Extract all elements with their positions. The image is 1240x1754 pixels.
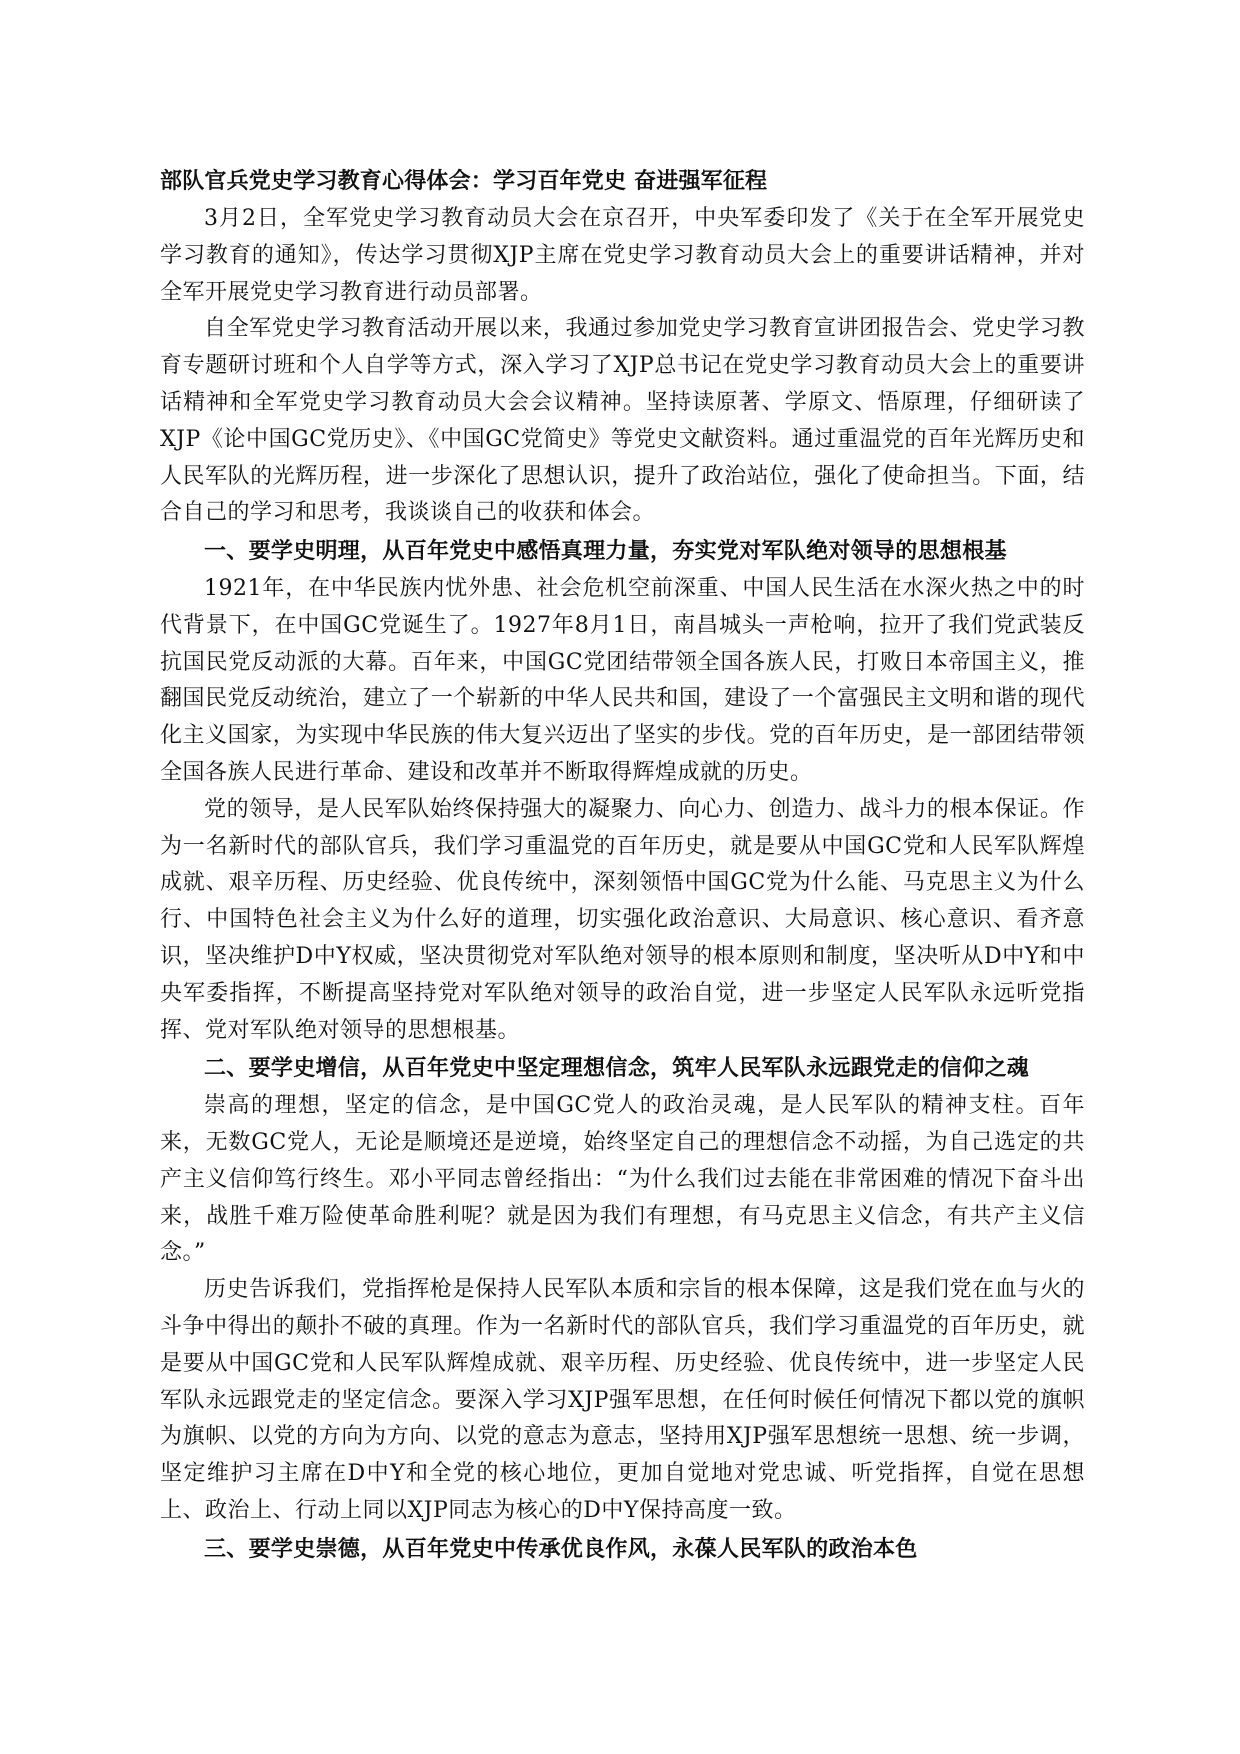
- section-2-heading: 二、要学史增信，从百年党史中坚定理想信念，筑牢人民军队永远跟党走的信仰之魂: [204, 1056, 1030, 1082]
- document-title: 部队官兵党史学习教育心得体会：学习百年党史 奋进强军征程: [160, 169, 768, 194]
- section-2-paragraph-2: 历史告诉我们，党指挥枪是保持人民军队本质和宗旨的根本保障，这是我们党在血与火的斗争中得出的颠扑不破的真理。作为一名新时代的部队官兵，我们学习重温党的百年历史，就是要从中国GC党和人民军队辉煌成就、艰辛历程、历史经验、优良传统中，进一步坚定人民军队永远跟党走的坚定信念。要深入学习XJP强军思想，在任何时候任何情况下都以党的旗帜为旗帜、以党的方向为方向、以党的意志为意志，坚持用XJP强军思想统一思想、统一步调，坚定维护习主席在D中Y和全党的核心地位，更加自觉地对党忠诚、听党指挥，自觉在思想上、政治上、行动上同以XJP同志为核心的D中Y保持高度一致。: [160, 1277, 1085, 1523]
- document-page: [160, 163, 1085, 1568]
- section-3-heading: 三、要学史崇德，从百年党史中传承优良作风，永葆人民军队的政治本色: [204, 1536, 918, 1562]
- section-1-paragraph-2: 党的领导，是人民军队始终保持强大的凝聚力、向心力、创造力、战斗力的根本保证。作为一名新时代的部队官兵，我们学习重温党的百年历史，就是要从中国GC党和人民军队辉煌成就、艰辛历程、历史经验、优良传统中，深刻领悟中国GC党为什么能、马克思主义为什么行、中国特色社会主义为什么好的道理，切实强化政治意识、大局意识、核心意识、看齐意识，坚决维护D中Y权威，坚决贯彻党对军队绝对领导的根本原则和制度，坚决听从D中Y和中央军委指挥，不断提高坚持党对军队绝对领导的政治自觉，进一步坚定人民军队永远听党指挥、党对军队绝对领导的思想根基。: [160, 796, 1085, 1043]
- section-1-paragraph-1: 1921年，在中华民族内忧外患、社会危机空前深重、中国人民生活在水深火热之中的时代背景下，在中国GC党诞生了。1927年8月1日，南昌城头一声枪响，拉开了我们党武装反抗国民党反动派的大幕。百年来，中国GC党团结带领全国各族人民，打败日本帝国主义，推翻国民党反动统治，建立了一个崭新的中华人民共和国，建设了一个富强民主文明和谐的现代化主义国家，为实现中华民族的伟大复兴迈出了坚实的步伐。党的百年历史，是一部团结带领全国各族人民进行革命、建设和改革并不断取得辉煌成就的历史。: [160, 575, 1085, 785]
- section-2-paragraph-1: 崇高的理想，坚定的信念，是中国GC党人的政治灵魂，是人民军队的精神支柱。百年来，无数GC党人，无论是顺境还是逆境，始终坚定自己的理想信念不动摇，为自己选定的共产主义信仰笃行终生。邓小平同志曾经指出：“为什么我们过去能在非常困难的情况下奋斗出来，战胜千难万险使革命胜利呢？就是因为我们有理想，有马克思主义信念，有共产主义信念。”: [160, 1093, 1085, 1266]
- section-1-heading: 一、要学史明理，从百年党史中感悟真理力量，夯实党对军队绝对领导的思想根基: [204, 539, 1007, 565]
- intro-paragraph-1: 3月2日，全军党史学习教育动员大会在京召开，中央军委印发了《关于在全军开展党史学习教育的通知》，传达学习贯彻XJP主席在党史学习教育动员大会上的重要讲话精神，并对全军开展党史学习教育进行动员部署。: [160, 206, 1085, 305]
- intro-paragraph-2: 自全军党史学习教育活动开展以来，我通过参加党史学习教育宣讲团报告会、党史学习教育专题研讨班和个人自学等方式，深入学习了XJP总书记在党史学习教育动员大会上的重要讲话精神和全军党史学习教育动员大会会议精神。坚持读原著、学原文、悟原理，仔细研读了XJP《论中国GC党历史》、《中国GC党简史》等党史文献资料。通过重温党的百年光辉历史和人民军队的光辉历程，进一步深化了思想认识，提升了政治站位，强化了使命担当。下面，结合自己的学习和思考，我谈谈自己的收获和体会。: [160, 316, 1085, 526]
